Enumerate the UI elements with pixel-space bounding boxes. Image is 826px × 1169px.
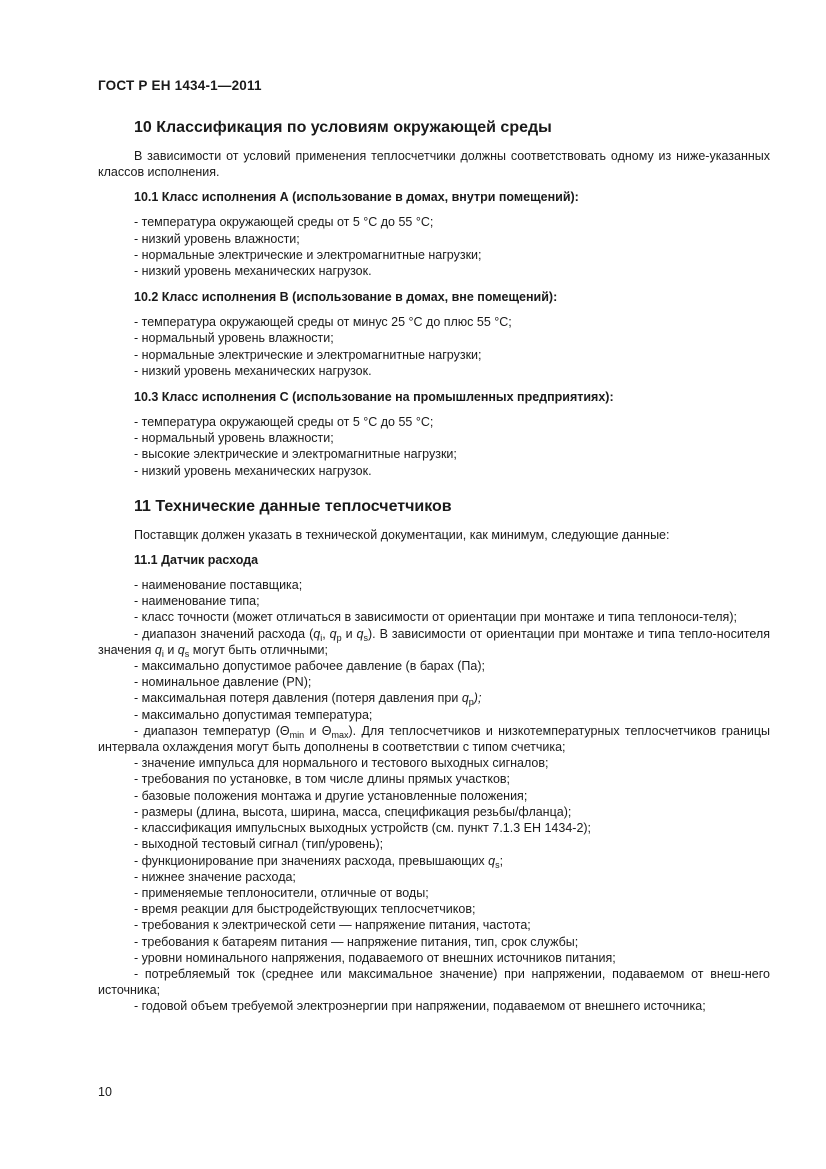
list-item: - нормальные электрические и электромагнитные нагрузки; — [134, 347, 482, 362]
list-item: - максимально допустимая температура; — [134, 707, 373, 722]
list-item: - требования по установке, в том числе длины прямых участков; — [134, 772, 511, 787]
list-item: - нижнее значение расхода; — [134, 869, 296, 884]
list-item: - нормальный уровень влажности; — [134, 431, 334, 446]
document-code-header: ГОСТ Р ЕН 1434-1—2011 — [98, 78, 262, 93]
list-item: - требования к батареям питания — напряжение питания, тип, срок службы; — [134, 934, 579, 949]
list-item: - наименование поставщика; — [134, 578, 303, 593]
list-item: - низкий уровень механических нагрузок. — [134, 264, 372, 279]
section-11-title: 11 Технические данные теплосчетчиков — [134, 497, 452, 515]
subsection-11-1-title: 11.1 Датчик расхода — [134, 553, 259, 568]
section-10-intro: В зависимости от условий применения теплосчетчики должны соответствовать одному из ниже-указанных классов исполнения. — [98, 149, 770, 180]
list-item: - номинальное давление (PN); — [134, 675, 312, 690]
list-item: - класс точности (может отличаться в зависимости от ориентации при монтаже и типа теплоноси-теля); — [134, 610, 737, 625]
list-item: - максимально допустимое рабочее давление (в барах (Па); — [134, 659, 486, 674]
list-item: - размеры (длина, высота, ширина, масса, спецификация резьбы/фланца); — [134, 804, 572, 819]
page-content — [98, 118, 770, 1015]
list-item: - низкий уровень механических нагрузок. — [134, 363, 372, 378]
list-item: - низкий уровень влажности; — [134, 231, 300, 246]
class-a-title: 10.1 Класс исполнения А (использование в домах, внутри помещений): — [134, 190, 579, 205]
list-item: - выходной тестовый сигнал (тип/уровень); — [134, 837, 384, 852]
section-10-title: 10 Классификация по условиям окружающей среды — [134, 119, 552, 136]
list-item: - время реакции для быстродействующих теплосчетчиков; — [134, 902, 476, 917]
flow-exceed-item: - функционирование при значениях расхода, превышающих $q_s$; — [134, 853, 504, 870]
section-11-intro: Поставщик должен указать в технической документации, как минимум, следующие данные: — [134, 527, 670, 542]
list-item: - наименование типа; — [134, 594, 260, 609]
list-item: - температура окружающей среды от минус 25 °С до плюс 55 °С; — [134, 315, 512, 330]
list-item: - классификация импульсных выходных устройств (см. пункт 7.1.3 ЕН 1434-2); — [134, 821, 592, 836]
list-item: - низкий уровень механических нагрузок. — [134, 463, 372, 478]
class-c-title: 10.3 Класс исполнения С (использование на промышленных предприятиях): — [134, 390, 614, 405]
list-item: - уровни номинального напряжения, подаваемого от внешних источников питания; — [134, 950, 616, 965]
list-item: - нормальный уровень влажности; — [134, 331, 334, 346]
list-item: - годовой объем требуемой электроэнергии при напряжении, подаваемом от внешнего источника; — [134, 999, 706, 1014]
list-item: - температура окружающей среды от 5 °С до 55 °С; — [134, 215, 434, 230]
list-item: - применяемые теплоносители, отличные от воды; — [134, 885, 429, 900]
flow-range-item: - диапазон значений расхода ($q_i$, $q_p$ и $q_s$). В зависимости от ориентации при монтаже и типа тепло-носителя значения $q_i$ и $q_s$ могут быть отличными; — [98, 626, 770, 659]
list-item: - нормальные электрические и электромагнитные нагрузки; — [134, 247, 482, 262]
list-item: - базовые положения монтажа и другие установленные положения; — [134, 788, 528, 803]
list-item: - потребляемый ток (среднее или максимальное значение) при напряжении, подаваемом от внеш-него источника; — [98, 966, 770, 998]
page-number: 10 — [98, 1085, 112, 1099]
pressure-loss-item: - максимальная потеря давления (потеря давления при $q_p$); — [134, 691, 482, 708]
list-item: - высокие электрические и электромагнитные нагрузки; — [134, 447, 457, 462]
temperature-range-item: - диапазон температур ($\Theta_{min}$ и $\Theta_{max}$). Для теплосчетчиков и низкотемпературных теплосчетчиков границы интервала охлаждения могут быть дополнены в соответствии с типом счетчика; — [98, 723, 770, 755]
list-item: - значение импульса для нормального и тестового выходных сигналов; — [134, 756, 549, 771]
list-item: - требования к электрической сети — напряжение питания, частота; — [134, 918, 531, 933]
list-item: - температура окружающей среды от 5 °С до 55 °С; — [134, 415, 434, 430]
class-b-title: 10.2 Класс исполнения В (использование в домах, вне помещений): — [134, 290, 558, 305]
